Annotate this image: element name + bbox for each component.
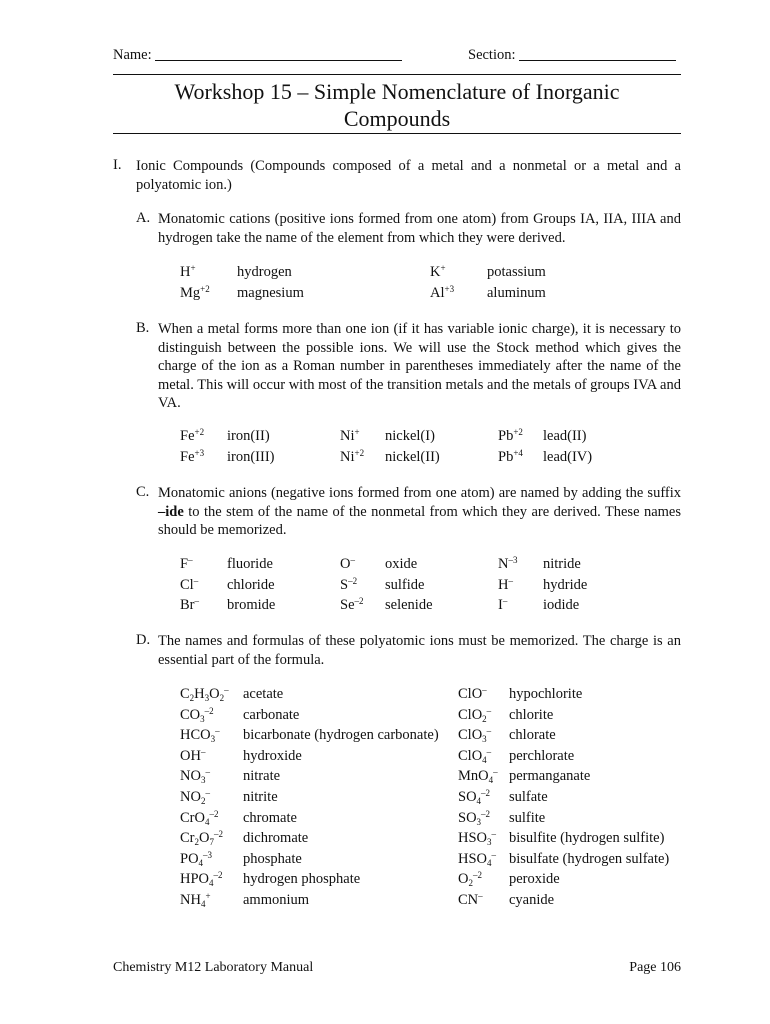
ion-formula [498,426,523,446]
formula-subscript: 2 [200,796,206,806]
formula-element: CrO [180,809,205,826]
formula-subscript: 4 [482,754,487,765]
formula-element: HSO [458,830,488,847]
ion-name: sulfide [385,576,425,593]
ion-symbol: Ni [340,448,355,465]
title-line-2: Compounds [343,106,451,131]
ion-name: lead(II) [543,428,587,444]
formula-element: ClO [458,727,483,744]
polyatomic-name: sulfite [509,809,546,826]
formula-subscript: 4 [198,857,204,868]
formula-element: NO [180,768,201,785]
polyatomic-name: bicarbonate (hydrogen carbonate) [243,727,439,744]
ion-charge: +3 [444,283,455,294]
formula-subscript: 4 [204,816,210,827]
ion-charge: – [508,575,513,586]
polyatomic-name: hydroxide [243,747,302,764]
ion-name: nickel(I) [385,428,435,444]
ion-formula [340,595,364,615]
formula-subscript: 4 [476,796,482,806]
ion-name: magnesium [237,284,304,301]
ion-formula [498,575,513,595]
polyatomic-formula [458,787,490,807]
formula-subscript: 3 [487,837,492,848]
formula-element: O [458,871,469,888]
ion-formula [180,554,193,574]
formula-element: MnO [458,768,489,785]
ion-symbol: Br [180,597,195,613]
formula-element: H [194,686,205,702]
footer-page-number: Page 106 [629,960,681,975]
section-i-label: I. [113,157,122,173]
polyatomic-formula [458,808,490,828]
polyatomic-formula [180,890,211,910]
anion-table [0,554,770,616]
formula-element: SO [458,809,477,826]
formula-charge: – [493,767,498,778]
formula-charge: –2 [472,870,482,881]
section-i-text: Ionic Compounds (Compounds composed of a metal and a nonmetal or a metal and a polyatomic ion.) [136,158,681,193]
ion-charge: +4 [513,447,523,458]
polyatomic-name: chromate [243,809,297,826]
ion-symbol: K [430,264,441,280]
ion-formula [498,447,523,467]
ion-name: oxide [385,556,418,572]
formula-charge: – [215,726,220,737]
ion-charge: – [502,596,508,606]
polyatomic-formula [180,828,223,848]
section-a-text: Monatomic cations (positive ions formed from one atom) from Groups IA, IIA, IIIA and hydrogen take the name of the element from which they were derived. [158,211,681,246]
formula-element: HCO [180,727,211,744]
ion-charge: –2 [348,575,358,586]
polyatomic-name: acetate [243,686,284,702]
section-c-text-1: Monatomic anions (negative ions formed from one atom) are named by adding the suffix [158,485,681,501]
page-title [113,78,681,132]
name-label: Name: [113,47,152,63]
formula-charge: –2 [209,808,219,819]
polyatomic-name: sulfate [509,789,548,805]
polyatomic-table [0,684,770,910]
ion-name: aluminum [487,284,546,301]
ion-charge: – [193,575,199,586]
ion-charge: +3 [194,447,205,458]
formula-charge: + [205,891,211,901]
ion-symbol: Fe [180,428,195,444]
ion-symbol: H [498,576,509,593]
polyatomic-formula [180,766,210,786]
name-line [155,46,402,61]
formula-element: ClO [458,686,483,702]
ion-name: chloride [227,576,275,593]
ion-charge: – [194,596,199,606]
ion-formula [180,262,196,282]
formula-charge: – [486,746,492,757]
ion-charge: – [350,555,355,565]
formula-subscript: 7 [209,837,214,848]
polyatomic-formula [180,787,210,807]
formula-element: C [180,686,190,702]
section-a-label: A. [136,210,151,226]
section-c-suffix: –ide [158,503,184,520]
cation-table [0,262,770,306]
formula-subscript: 4 [488,775,494,786]
formula-charge: – [205,767,210,778]
ion-formula [180,283,210,303]
polyatomic-name: permanganate [509,768,591,785]
formula-subscript: 3 [482,734,487,745]
formula-element: ClO [458,706,483,723]
polyatomic-formula [458,766,498,786]
formula-subscript: 3 [210,734,216,745]
ion-charge: +2 [513,427,523,437]
ion-formula [340,575,357,595]
ion-name: iron(III) [227,448,275,465]
polyatomic-formula [180,705,214,725]
polyatomic-formula [458,869,482,889]
ion-charge: + [440,263,446,273]
polyatomic-formula [180,808,218,828]
formula-subscript: 2 [482,713,487,724]
polyatomic-formula [458,849,496,869]
polyatomic-formula [458,725,491,745]
section-d-text: The names and formulas of these polyatomic ions must be memorized. The charge is an essential part of the formula. [158,633,681,668]
formula-charge: – [491,849,497,860]
title-line-1: Workshop 15 – Simple Nomenclature of Inorganic [174,79,620,104]
formula-element: HPO [180,871,210,888]
ion-formula [340,554,355,574]
polyatomic-name: chlorite [509,706,554,723]
formula-charge: – [200,746,206,757]
ion-symbol: O [340,556,351,572]
ion-name: iodide [543,597,580,613]
variable-cation-table [0,426,770,470]
ion-charge: – [188,555,193,565]
formula-subscript: 2 [194,837,199,848]
formula-charge: – [482,685,487,695]
polyatomic-formula [180,746,205,766]
polyatomic-name: nitrate [243,768,281,785]
polyatomic-name: ammonium [243,892,310,908]
formula-subscript: 2 [219,693,225,703]
formula-element: O [199,830,210,847]
ion-charge: –3 [508,555,518,565]
ion-symbol: Pb [498,428,514,444]
ion-charge: –2 [354,596,364,606]
footer-manual-title: Chemistry M12 Laboratory Manual [113,960,314,975]
section-label: Section: [468,47,516,63]
ion-symbol: Ni [340,428,355,444]
formula-subscript: 4 [209,878,214,889]
ion-symbol: Fe [180,448,195,465]
ion-name: fluoride [227,556,273,572]
formula-element: NO [180,789,201,805]
ion-formula [180,426,204,446]
polyatomic-formula [180,869,223,889]
ion-symbol: Mg [180,284,201,301]
ion-symbol: I [498,597,503,613]
polyatomic-name: hypochlorite [509,686,583,702]
formula-element: O [209,686,220,702]
formula-element: OH [180,747,201,764]
section-line [519,46,676,61]
polyatomic-formula [458,828,496,848]
ion-symbol: Pb [498,448,514,465]
formula-charge: –2 [204,705,214,716]
ion-symbol: S [340,576,349,593]
ion-formula [180,575,198,595]
polyatomic-formula [180,849,212,869]
formula-charge: – [205,788,210,798]
formula-subscript: 3 [204,693,210,703]
formula-element: Cr [180,830,195,847]
polyatomic-name: perchlorate [509,747,575,764]
formula-charge: – [478,891,483,901]
section-d-label: D. [136,632,151,648]
section-b-text: When a metal forms more than one ion (if it has variable ionic charge), it is necessary to distinguish between the possible ions. We will use the Stock method which gives the charge of the ion as a Roman number in parentheses immediately after the name of the metal. This will occur with most of the transition metals and the metals of groups IVA and VA. [158,321,681,411]
ion-name: potassium [487,264,546,280]
polyatomic-formula [180,684,229,704]
polyatomic-name: peroxide [509,871,560,888]
formula-charge: – [486,726,492,737]
ion-formula [498,554,517,574]
formula-element: PO [180,850,199,867]
formula-charge: – [486,705,492,716]
ion-symbol: Cl [180,576,194,593]
polyatomic-formula [458,684,487,704]
top-rule [113,74,681,75]
name-field[interactable] [113,46,402,64]
ion-formula [180,447,204,467]
ion-symbol: Al [430,284,445,301]
polyatomic-name: chlorate [509,727,556,744]
formula-element: SO [458,789,477,805]
section-b-label: B. [136,320,150,336]
formula-element: CN [458,892,479,908]
formula-subscript: 4 [487,857,492,868]
polyatomic-name: bisulfate (hydrogen sulfate) [509,850,670,867]
ion-charge: +2 [200,283,210,294]
polyatomic-name: nitrite [243,789,278,805]
ion-charge: + [190,263,196,273]
polyatomic-name: carbonate [243,706,300,723]
formula-subscript: 3 [200,775,206,786]
header [113,46,681,66]
ion-formula [498,595,507,615]
polyatomic-name: bisulfite (hydrogen sulfite) [509,830,665,847]
ion-name: hydride [543,576,588,593]
polyatomic-name: cyanide [509,892,555,908]
ion-formula [340,447,364,467]
section-c-text [158,484,681,540]
ion-formula [180,595,199,615]
formula-element: NH [180,892,201,908]
formula-charge: –3 [203,849,213,860]
ion-name: bromide [227,597,276,613]
ion-symbol: H [180,264,191,280]
ion-symbol: Se [340,597,355,613]
formula-subscript: 3 [476,816,482,827]
polyatomic-formula [458,705,491,725]
formula-subscript: 3 [200,713,205,724]
polyatomic-name: hydrogen phosphate [243,871,361,888]
ion-name: iron(II) [227,428,270,444]
ion-formula [430,283,454,303]
ion-name: hydrogen [237,264,292,280]
formula-element: CO [180,706,201,723]
ion-name: selenide [385,597,433,613]
ion-name: nitride [543,556,581,572]
formula-charge: –2 [213,829,223,840]
section-c-text-2: to the stem of the name of the nonmetal from which they are derived. These names should be memorized. [158,503,681,538]
ion-name: nickel(II) [385,448,440,465]
polyatomic-formula [458,746,491,766]
formula-element: HSO [458,850,488,867]
section-field[interactable] [468,46,676,64]
ion-charge: +2 [354,447,365,458]
formula-charge: –2 [481,808,491,819]
formula-charge: – [224,685,229,695]
formula-element: ClO [458,747,483,764]
ion-formula [340,426,360,446]
formula-subscript: 4 [200,899,206,909]
polyatomic-formula [458,890,483,910]
ion-formula [430,262,446,282]
polyatomic-name: dichromate [243,830,309,847]
ion-symbol: F [180,556,189,572]
polyatomic-name: phosphate [243,850,302,867]
section-c-label: C. [136,484,150,500]
title-rule [113,133,681,134]
formula-charge: – [491,829,497,840]
ion-symbol: N [498,556,509,572]
formula-subscript: 2 [468,878,473,889]
ion-charge: +2 [194,427,205,437]
polyatomic-formula [180,725,220,745]
formula-charge: –2 [481,788,491,798]
formula-subscript: 2 [189,693,195,703]
ion-charge: + [354,427,360,437]
ion-name: lead(IV) [543,448,593,465]
formula-charge: –2 [213,870,223,881]
